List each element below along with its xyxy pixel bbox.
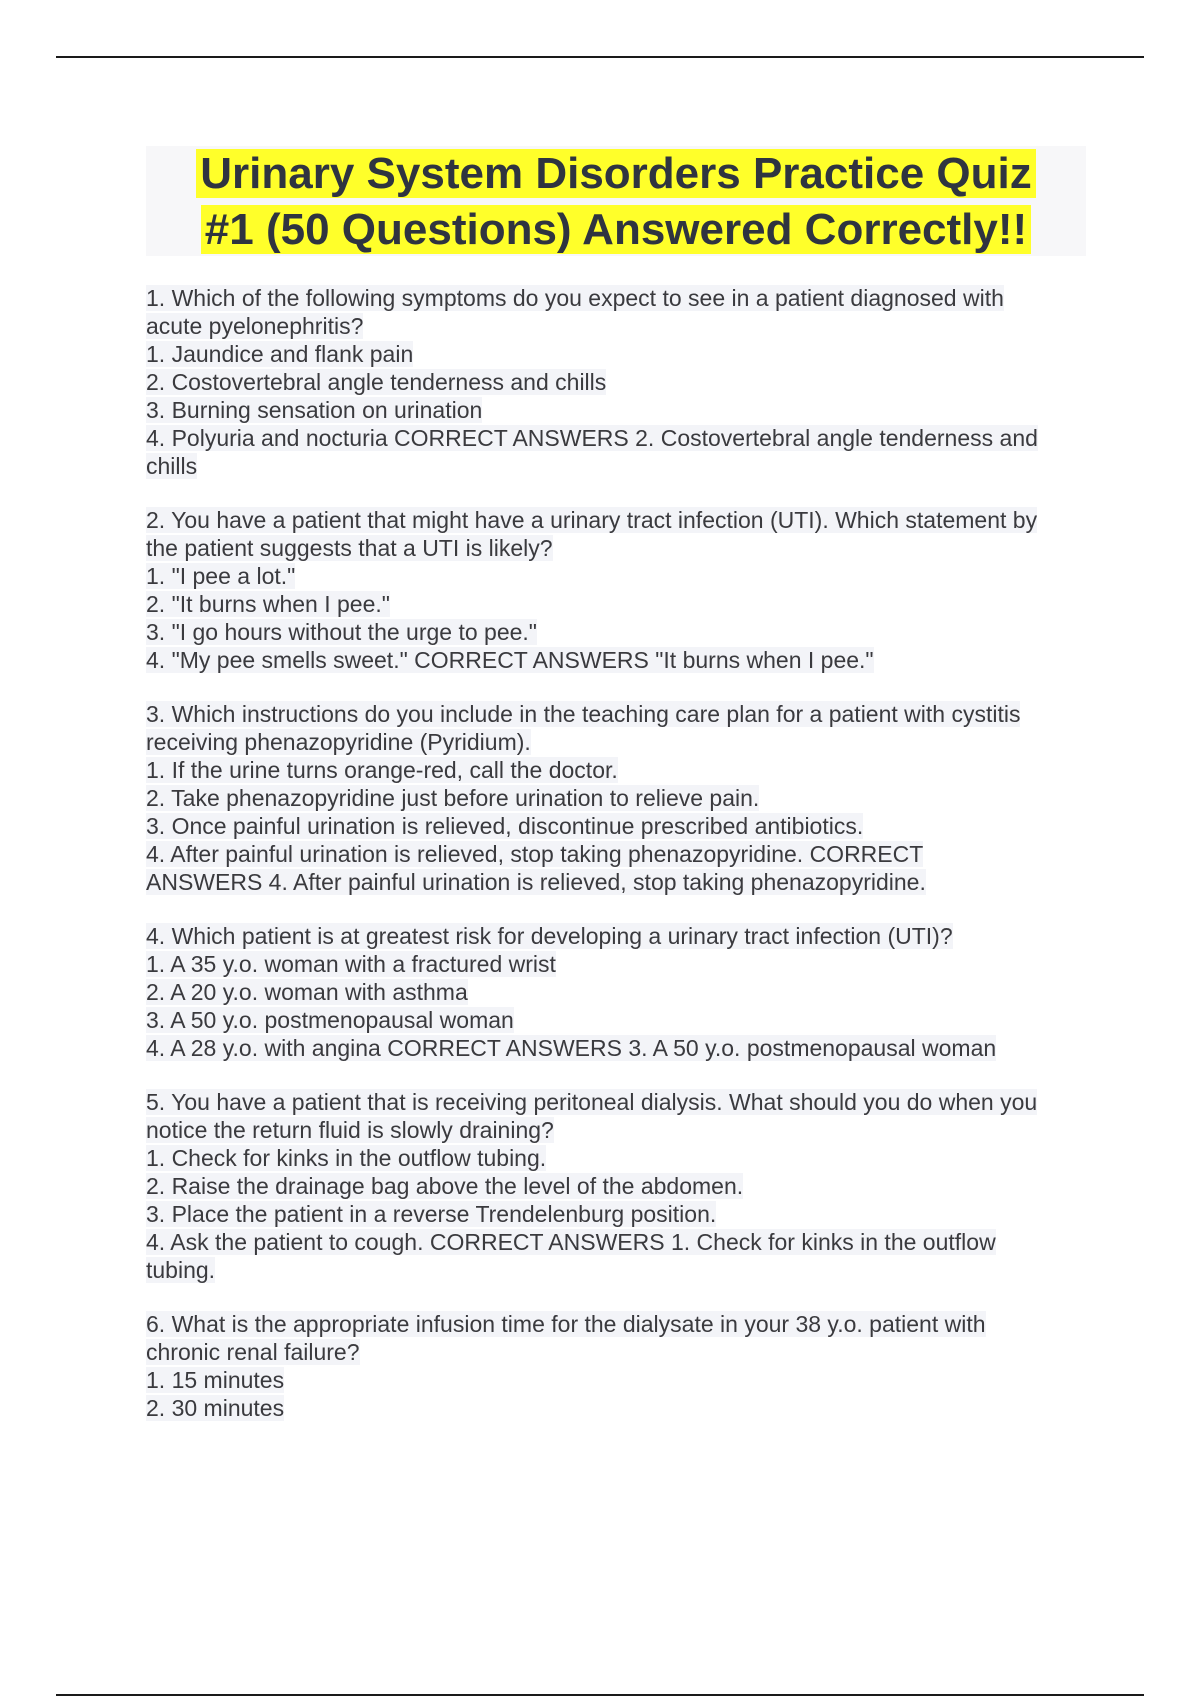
title-line-2-text: #1 (50 Questions) Answered Correctly!! [201,205,1031,254]
answer-option: 1. 15 minutes [146,1367,285,1393]
answer-option: 2. A 20 y.o. woman with asthma [146,979,468,1005]
question-1 [146,284,1106,480]
answer-option: 3. Once painful urination is relieved, discontinue prescribed antibiotics. [146,813,864,839]
question-line: 3. Which instructions do you include in the teaching care plan for a patient with cystitis [146,701,1021,727]
quiz-content [146,284,1106,1448]
correct-answer-line: tubing. [146,1257,216,1283]
answer-option: 1. Check for kinks in the outflow tubing. [146,1145,547,1171]
question-line: 5. You have a patient that is receiving peritoneal dialysis. What should you do when you [146,1089,1038,1115]
answer-option: 2. Raise the drainage bag above the level of the abdomen. [146,1173,744,1199]
correct-answer-line: ANSWERS 4. After painful urination is relieved, stop taking phenazopyridine. [146,869,926,895]
answer-option: 3. Place the patient in a reverse Trendelenburg position. [146,1201,717,1227]
question-line: 2. You have a patient that might have a urinary tract infection (UTI). Which statement by [146,507,1038,533]
question-4 [146,922,1106,1062]
answer-option: 3. "I go hours without the urge to pee." [146,619,537,645]
answer-option: 1. A 35 y.o. woman with a fractured wrist [146,951,556,977]
question-6 [146,1310,1106,1422]
title-line-1 [146,146,1086,202]
question-line: 4. Which patient is at greatest risk for developing a urinary tract infection (UTI)? [146,923,953,949]
answer-option: 4. After painful urination is relieved, stop taking phenazopyridine. CORRECT [146,841,924,867]
correct-answer-line: chills [146,453,198,479]
question-line: notice the return fluid is slowly draining? [146,1117,554,1143]
answer-option: 4. A 28 y.o. with angina CORRECT ANSWERS 3. A 50 y.o. postmenopausal woman [146,1035,997,1061]
question-5 [146,1088,1106,1284]
question-line: the patient suggests that a UTI is likely? [146,535,553,561]
question-line: 1. Which of the following symptoms do you expect to see in a patient diagnosed with [146,285,1004,311]
document-title [146,146,1086,256]
title-line-2 [146,202,1086,258]
title-line-1-text: Urinary System Disorders Practice Quiz [196,149,1035,198]
answer-option: 1. Jaundice and flank pain [146,341,414,367]
question-line: 6. What is the appropriate infusion time for the dialysate in your 38 y.o. patient with [146,1311,986,1337]
answer-option: 3. A 50 y.o. postmenopausal woman [146,1007,514,1033]
answer-option: 4. "My pee smells sweet." CORRECT ANSWERS "It burns when I pee." [146,647,874,673]
question-line: receiving phenazopyridine (Pyridium). [146,729,531,755]
question-3 [146,700,1106,896]
answer-option: 2. 30 minutes [146,1395,285,1421]
answer-option: 2. Costovertebral angle tenderness and chills [146,369,607,395]
answer-option: 3. Burning sensation on urination [146,397,483,423]
bottom-rule [56,1694,1144,1696]
question-line: acute pyelonephritis? [146,313,364,339]
answer-option: 2. "It burns when I pee." [146,591,390,617]
question-2 [146,506,1106,674]
top-rule [56,56,1144,58]
answer-option: 2. Take phenazopyridine just before urination to relieve pain. [146,785,760,811]
question-line: chronic renal failure? [146,1339,360,1365]
answer-option: 4. Polyuria and nocturia CORRECT ANSWERS 2. Costovertebral angle tenderness and [146,425,1038,451]
answer-option: 4. Ask the patient to cough. CORRECT ANSWERS 1. Check for kinks in the outflow [146,1229,996,1255]
answer-option: 1. "I pee a lot." [146,563,296,589]
answer-option: 1. If the urine turns orange-red, call the doctor. [146,757,618,783]
